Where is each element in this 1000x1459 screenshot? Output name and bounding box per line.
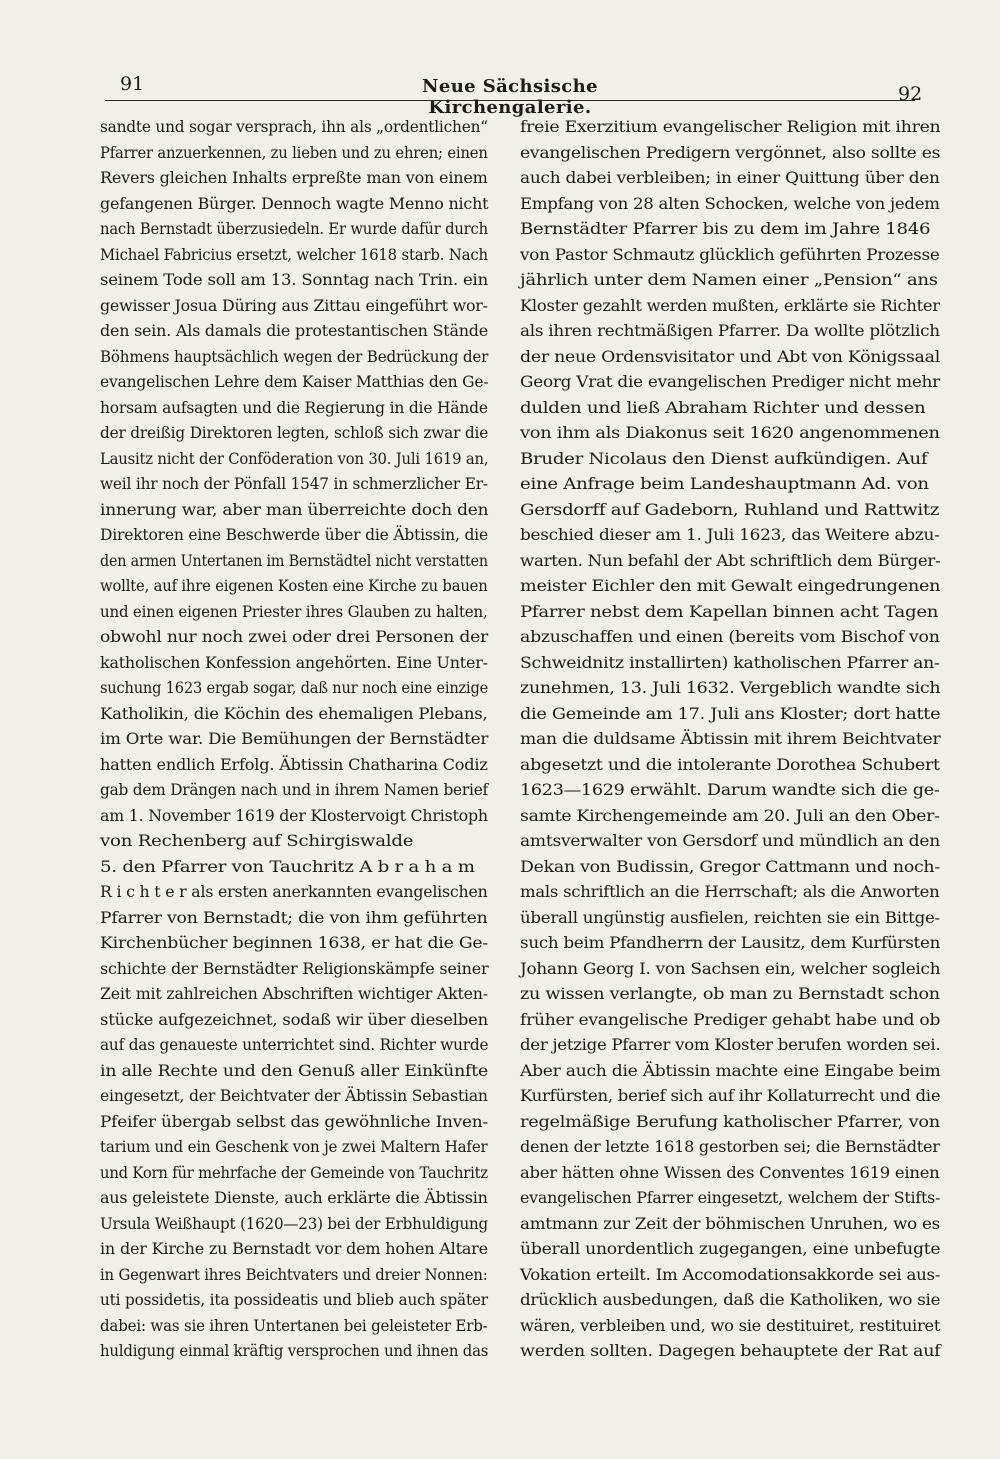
text-line: seinem Tode soll am 13. Sonntag nach Trin. ein [100, 270, 489, 289]
text-line: dulden und ließ Abraham Richter und dessen [520, 397, 926, 417]
text-line: Gersdorff auf Gadeborn, Ruhland und Rattwitz [520, 499, 940, 519]
text-line: und einen eigenen Priester ihres Glauben zu halten, [100, 601, 488, 621]
text-line: amtmann zur Zeit der böhmischen Unruhen, wo es [520, 1213, 940, 1233]
text-line: auch dabei verbleiben; in einer Quittung über den [520, 168, 940, 187]
text-line: früher evangelische Prediger gehabt habe und ob [520, 1009, 941, 1029]
text-line: evangelischen Lehre dem Kaiser Matthias den Ge- [100, 372, 489, 391]
text-line: such beim Pfandherrn der Lausitz, dem Kurfürsten [520, 933, 941, 952]
text-line: hatten endlich Erfolg. Äbtissin Chatharina Codiz [100, 754, 488, 774]
text-line: jährlich unter dem Namen einer „Pension“ ans [520, 270, 938, 289]
text-line: gab dem Drängen nach und in ihrem Namen berief [100, 780, 489, 799]
text-line: eingesetzt, der Beichtvater der Äbtissin Sebastian [100, 1086, 488, 1105]
text-line: in alle Rechte und den Genuß aller Einkünfte [100, 1060, 488, 1080]
text-line: und Korn für mehrfache der Gemeinde von Tauchritz [100, 1162, 489, 1182]
text-line: Direktoren eine Beschwerde über die Äbtissin, die [100, 525, 488, 544]
text-line: der neue Ordensvisitator und Abt von Königssaal [520, 346, 940, 366]
text-line: regelmäßige Berufung katholischer Pfarrer, von [520, 1111, 940, 1131]
text-line: innerung war, aber man überreichte doch den [100, 499, 489, 519]
text-line: drücklich ausbedungen, daß die Katholiken, wo sie [520, 1290, 941, 1309]
text-line: Böhmens hauptsächlich wegen der Bedrückung der [100, 346, 489, 366]
text-line: eine Anfrage beim Landeshauptmann Ad. von [520, 474, 929, 493]
text-line: Schweidnitz installirten) katholischen Pfarrer an- [520, 652, 940, 672]
running-title: Neue Sächsische Kirchengalerie. [421, 76, 599, 118]
text-line: Pfarrer von Bernstadt; die von ihm geführten [100, 907, 488, 927]
text-line: obwohl nur noch zwei oder drei Personen der [100, 627, 489, 646]
text-line: mals schriftlich an die Herrschaft; als die Anworten [520, 882, 940, 901]
text-line: Dekan von Budissin, Gregor Cattmann und noch- [520, 856, 940, 876]
text-line: Georg Vrat die evangelischen Prediger nicht mehr [520, 372, 940, 391]
text-line: Kurfürsten, berief sich auf ihr Kollaturrecht und die [520, 1086, 941, 1105]
text-line: zunehmen, 13. Juli 1632. Vergeblich wandte sich [520, 678, 941, 697]
text-line: meister Eichler den mit Gewalt eingedrungenen [520, 576, 941, 595]
text-line: in Gegenwart ihres Beichtvaters und dreier Nonnen: [100, 1264, 488, 1284]
text-line: wollte, auf ihre eigenen Kosten eine Kirche zu bauen [100, 576, 488, 595]
text-line: Katholikin, die Köchin des ehemaligen Plebans, [100, 703, 488, 723]
text-line: von ihm als Diakonus seit 1620 angenommenen [520, 423, 940, 442]
text-line: am 1. November 1619 der Klostervoigt Christoph [100, 805, 488, 825]
text-line: Kirchenbücher beginnen 1638, er hat die Ge- [100, 933, 489, 952]
text-line: denen der letzte 1618 gestorben sei; die Bernstädter [520, 1137, 940, 1156]
header-rule [105, 100, 915, 101]
text-line: auf das genaueste unterrichtet sind. Richter wurde [100, 1035, 489, 1054]
text-line: evangelischen Pfarrer eingesetzt, welchem der Stifts- [520, 1188, 941, 1207]
text-line: stücke aufgezeichnet, sodaß wir über dieselben [100, 1009, 488, 1029]
text-line: tarium und ein Geschenk von je zwei Maltern Hafer [100, 1137, 488, 1156]
text-line: Bruder Nicolaus den Dienst aufkündigen. Auf [520, 448, 928, 468]
text-line: 5. den Pfarrer von Tauchritz A b r a h a m [100, 856, 475, 876]
text-line: nach Bernstadt überzusiedeln. Er wurde dafür durch [100, 219, 488, 238]
text-line: abgesetzt und die intolerante Dorothea Schubert [520, 754, 940, 774]
text-line: freie Exerzitium evangelischer Religion mit ihren [520, 117, 941, 136]
text-line: werden sollten. Dagegen behauptete der Rat auf [520, 1341, 941, 1360]
text-line: die Gemeinde am 17. Juli ans Kloster; dort hatte [520, 703, 941, 723]
text-line: Pfarrer nebst dem Kapellan binnen acht Tagen [520, 601, 939, 621]
text-line: schichte der Bernstädter Religionskämpfe seiner [100, 958, 489, 978]
text-line: Michael Fabricius ersetzt, welcher 1618 starb. Nach [100, 244, 488, 264]
text-line: Revers gleichen Inhalts erpreßte man von einem [100, 168, 488, 187]
text-line: Aber auch die Äbtissin machte eine Eingabe beim [520, 1060, 941, 1080]
text-line: überall unordentlich zugegangen, eine unbefugte [520, 1239, 941, 1258]
text-line: abzuschaffen und einen (bereits vom Bischof von [520, 627, 940, 646]
text-line: Vokation erteilt. Im Accomodationsakkorde sei aus- [520, 1264, 941, 1284]
text-line: Kloster gezahlt werden mußten, erklärte sie Richter [520, 295, 940, 315]
text-line: von Pastor Schmautz glücklich geführten Prozesse [520, 244, 940, 264]
text-line: Pfarrer anzuerkennen, zu lieben und zu ehren; einen [100, 142, 488, 162]
text-line: Johann Georg I. von Sachsen ein, welcher sogleich [520, 958, 941, 978]
text-line: Lausitz nicht der Conföderation von 30. Juli 1619 an, [100, 448, 489, 468]
text-line: zu wissen verlangte, ob man zu Bernstadt schon [520, 984, 940, 1003]
text-line: überall ungünstig ausfielen, reichten sie ein Bittge- [520, 907, 940, 927]
text-line: im Orte war. Die Bemühungen der Bernstädter [100, 729, 489, 748]
text-line: katholischen Konfession angehörten. Eine Unter- [100, 652, 488, 672]
text-line: samte Kirchengemeinde am 20. Juli an den Ober- [520, 805, 940, 825]
text-line: gefangenen Bürger. Dennoch wagte Menno nicht [100, 193, 489, 213]
text-line: in der Kirche zu Bernstadt vor dem hohen Altare [100, 1239, 488, 1258]
text-line: sandte und sogar versprach, ihn als „ordentlichen“ [100, 117, 488, 136]
text-line: uti possidetis, ita possideatis und blieb auch später [100, 1290, 488, 1309]
text-line: weil ihr noch der Pönfall 1547 in schmerzlicher Er- [100, 474, 488, 493]
text-line: als ihren rechtmäßigen Pfarrer. Da wollte plötzlich [520, 321, 940, 340]
text-line: der jetzige Pfarrer vom Kloster berufen worden sei. [520, 1035, 941, 1054]
right-text-column [520, 114, 940, 1364]
text-line: huldigung einmal kräftig versprochen und ihnen das [100, 1341, 489, 1360]
text-line: horsam aufsagten und die Regierung in die Hände [100, 397, 488, 417]
text-line: suchung 1623 ergab sogar, daß nur noch eine einzige [100, 678, 489, 697]
text-line: aus geleistete Dienste, auch erklärte die Äbtissin [100, 1188, 488, 1207]
text-line: warten. Nun befahl der Abt schriftlich dem Bürger- [520, 550, 941, 570]
text-line: der dreißig Direktoren legten, schloß sich zwar die [100, 423, 489, 442]
text-line: man die duldsame Äbtissin mit ihrem Beichtvater [520, 729, 941, 748]
text-line: gewisser Josua Düring aus Zittau eingeführt wor- [100, 295, 488, 315]
text-line: Zeit mit zahlreichen Abschriften wichtiger Akten- [100, 984, 488, 1003]
text-line: evangelischen Predigern vergönnet, also sollte es [520, 142, 941, 162]
page-number-left: 91 [120, 73, 145, 95]
text-line: Bernstädter Pfarrer bis zu dem im Jahre 1846 [520, 219, 931, 238]
text-line: R i c h t e r als ersten anerkannten evangelischen [100, 882, 488, 901]
text-line: von Rechenberg auf Schirgiswalde [100, 831, 414, 850]
text-line: 1623—1629 erwählt. Darum wandte sich die ge- [520, 780, 940, 799]
text-line: den armen Untertanen im Bernstädtel nicht verstatten [100, 550, 488, 570]
text-line: wären, verbleiben und, wo sie destituiret, restituiret [520, 1315, 941, 1335]
text-line: aber hätten ohne Wissen des Conventes 1619 einen [520, 1162, 940, 1182]
text-line: Ursula Weißhaupt (1620—23) bei der Erbhuldigung [100, 1213, 489, 1233]
left-text-column [100, 114, 488, 1364]
text-line: beschied dieser am 1. Juli 1623, das Weitere abzu- [520, 525, 940, 544]
text-line: dabei: was sie ihren Untertanen bei geleisteter Erb- [100, 1315, 488, 1335]
text-line: den sein. Als damals die protestantischen Stände [100, 321, 489, 340]
text-line: amtsverwalter von Gersdorf und mündlich an den [520, 831, 940, 850]
text-line: Pfeifer übergab selbst das gewöhnliche Inven- [100, 1111, 488, 1131]
text-line: Empfang von 28 alten Schocken, welche von jedem [520, 193, 940, 213]
page-number-right: 92 [898, 83, 923, 105]
